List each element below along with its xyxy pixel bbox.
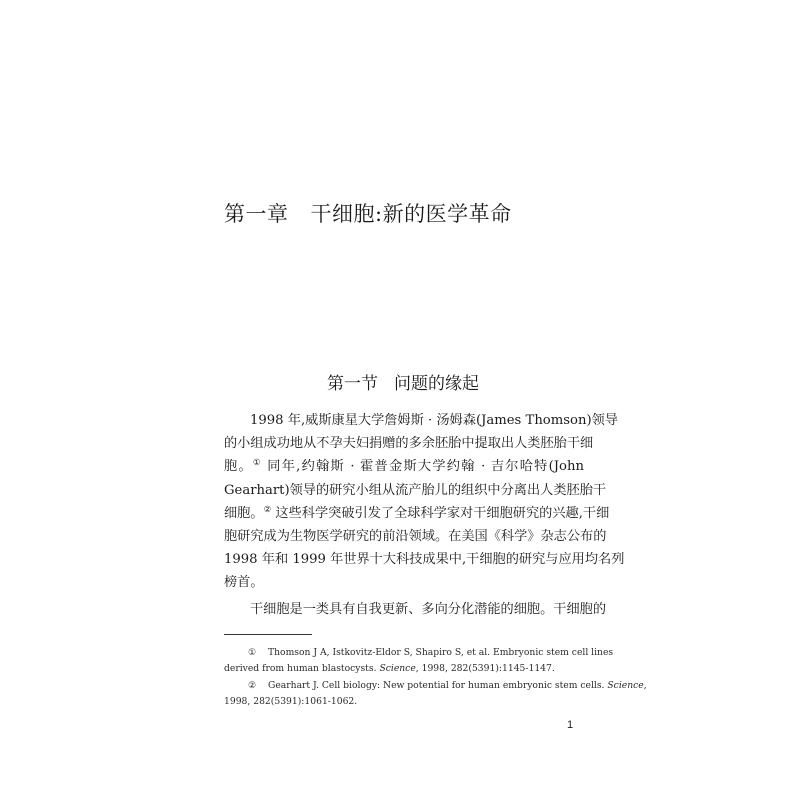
paragraph-line: Gearhart)领导的研究小组从流产胎儿的组织中分离出人类胚胎干	[224, 482, 607, 498]
paragraph-line: 榜首。	[224, 575, 264, 591]
journal-name: Science	[607, 679, 644, 691]
line-text: 细胞。	[224, 505, 264, 521]
footnote-mark: ①	[248, 647, 257, 658]
paragraph-line: 的小组成功地从不孕夫妇捐赠的多余胚胎中提取出人类胚胎干细	[224, 436, 594, 452]
line-text: 同年,约翰斯 · 霍普金斯大学约翰 · 吉尔哈特(John	[261, 459, 584, 475]
footnote-text: , 1998, 282(5391):1145-1147.	[415, 663, 555, 675]
footnote-2	[224, 678, 647, 694]
footnote-text: Gearhart J. Cell biology: New potential for human embryonic stem cells.	[268, 679, 608, 691]
chapter-name: 干细胞:新的医学革命	[310, 202, 512, 226]
paragraph-line: 胞研究成为生物医学研究的前沿领域。在美国《科学》杂志公布的	[224, 528, 607, 544]
footnote-text: ,	[643, 679, 647, 691]
footnote-divider	[224, 634, 312, 635]
paragraph-line	[224, 455, 584, 478]
chapter-number: 第一章	[224, 202, 289, 226]
section-number: 第一节	[327, 374, 378, 394]
paragraph-1	[224, 409, 625, 595]
section-name: 问题的缘起	[394, 374, 479, 394]
paragraph-line: 1998 年和 1999 年世界十大科技成果中,干细胞的研究与应用均名列	[224, 552, 625, 568]
paragraph-line: 干细胞是一类具有自我更新、多向分化潜能的细胞。干细胞的	[250, 602, 607, 617]
footnote-1-continued	[224, 661, 584, 677]
footnote-ref-1[interactable]: ①	[252, 458, 262, 469]
footnote-1	[224, 645, 614, 661]
footnotes	[224, 645, 647, 711]
line-text: 这些科学突破引发了全球科学家对干细胞研究的兴趣,干细	[271, 505, 610, 521]
footnote-text: Thomson J A, Istkovitz-Eldor S, Shapiro S, et al. Embryonic stem cell lines	[268, 647, 614, 658]
paragraph-line	[224, 502, 610, 525]
footnote-2-continued: 1998, 282(5391):1061-1062.	[224, 696, 358, 708]
footnote-text: derived from human blastocysts.	[224, 663, 380, 675]
paragraph-line: 1998 年,威斯康星大学詹姆斯 · 汤姆森(James Thomson)领导	[250, 413, 618, 428]
chapter-title	[224, 198, 512, 228]
section-title	[327, 369, 479, 394]
footnote-mark: ②	[248, 679, 257, 691]
line-text: 胞。	[224, 459, 253, 475]
paragraph-2	[224, 598, 607, 621]
footnote-ref-2[interactable]: ②	[263, 504, 272, 515]
journal-name: Science	[379, 663, 416, 675]
page-number: 1	[567, 719, 574, 731]
